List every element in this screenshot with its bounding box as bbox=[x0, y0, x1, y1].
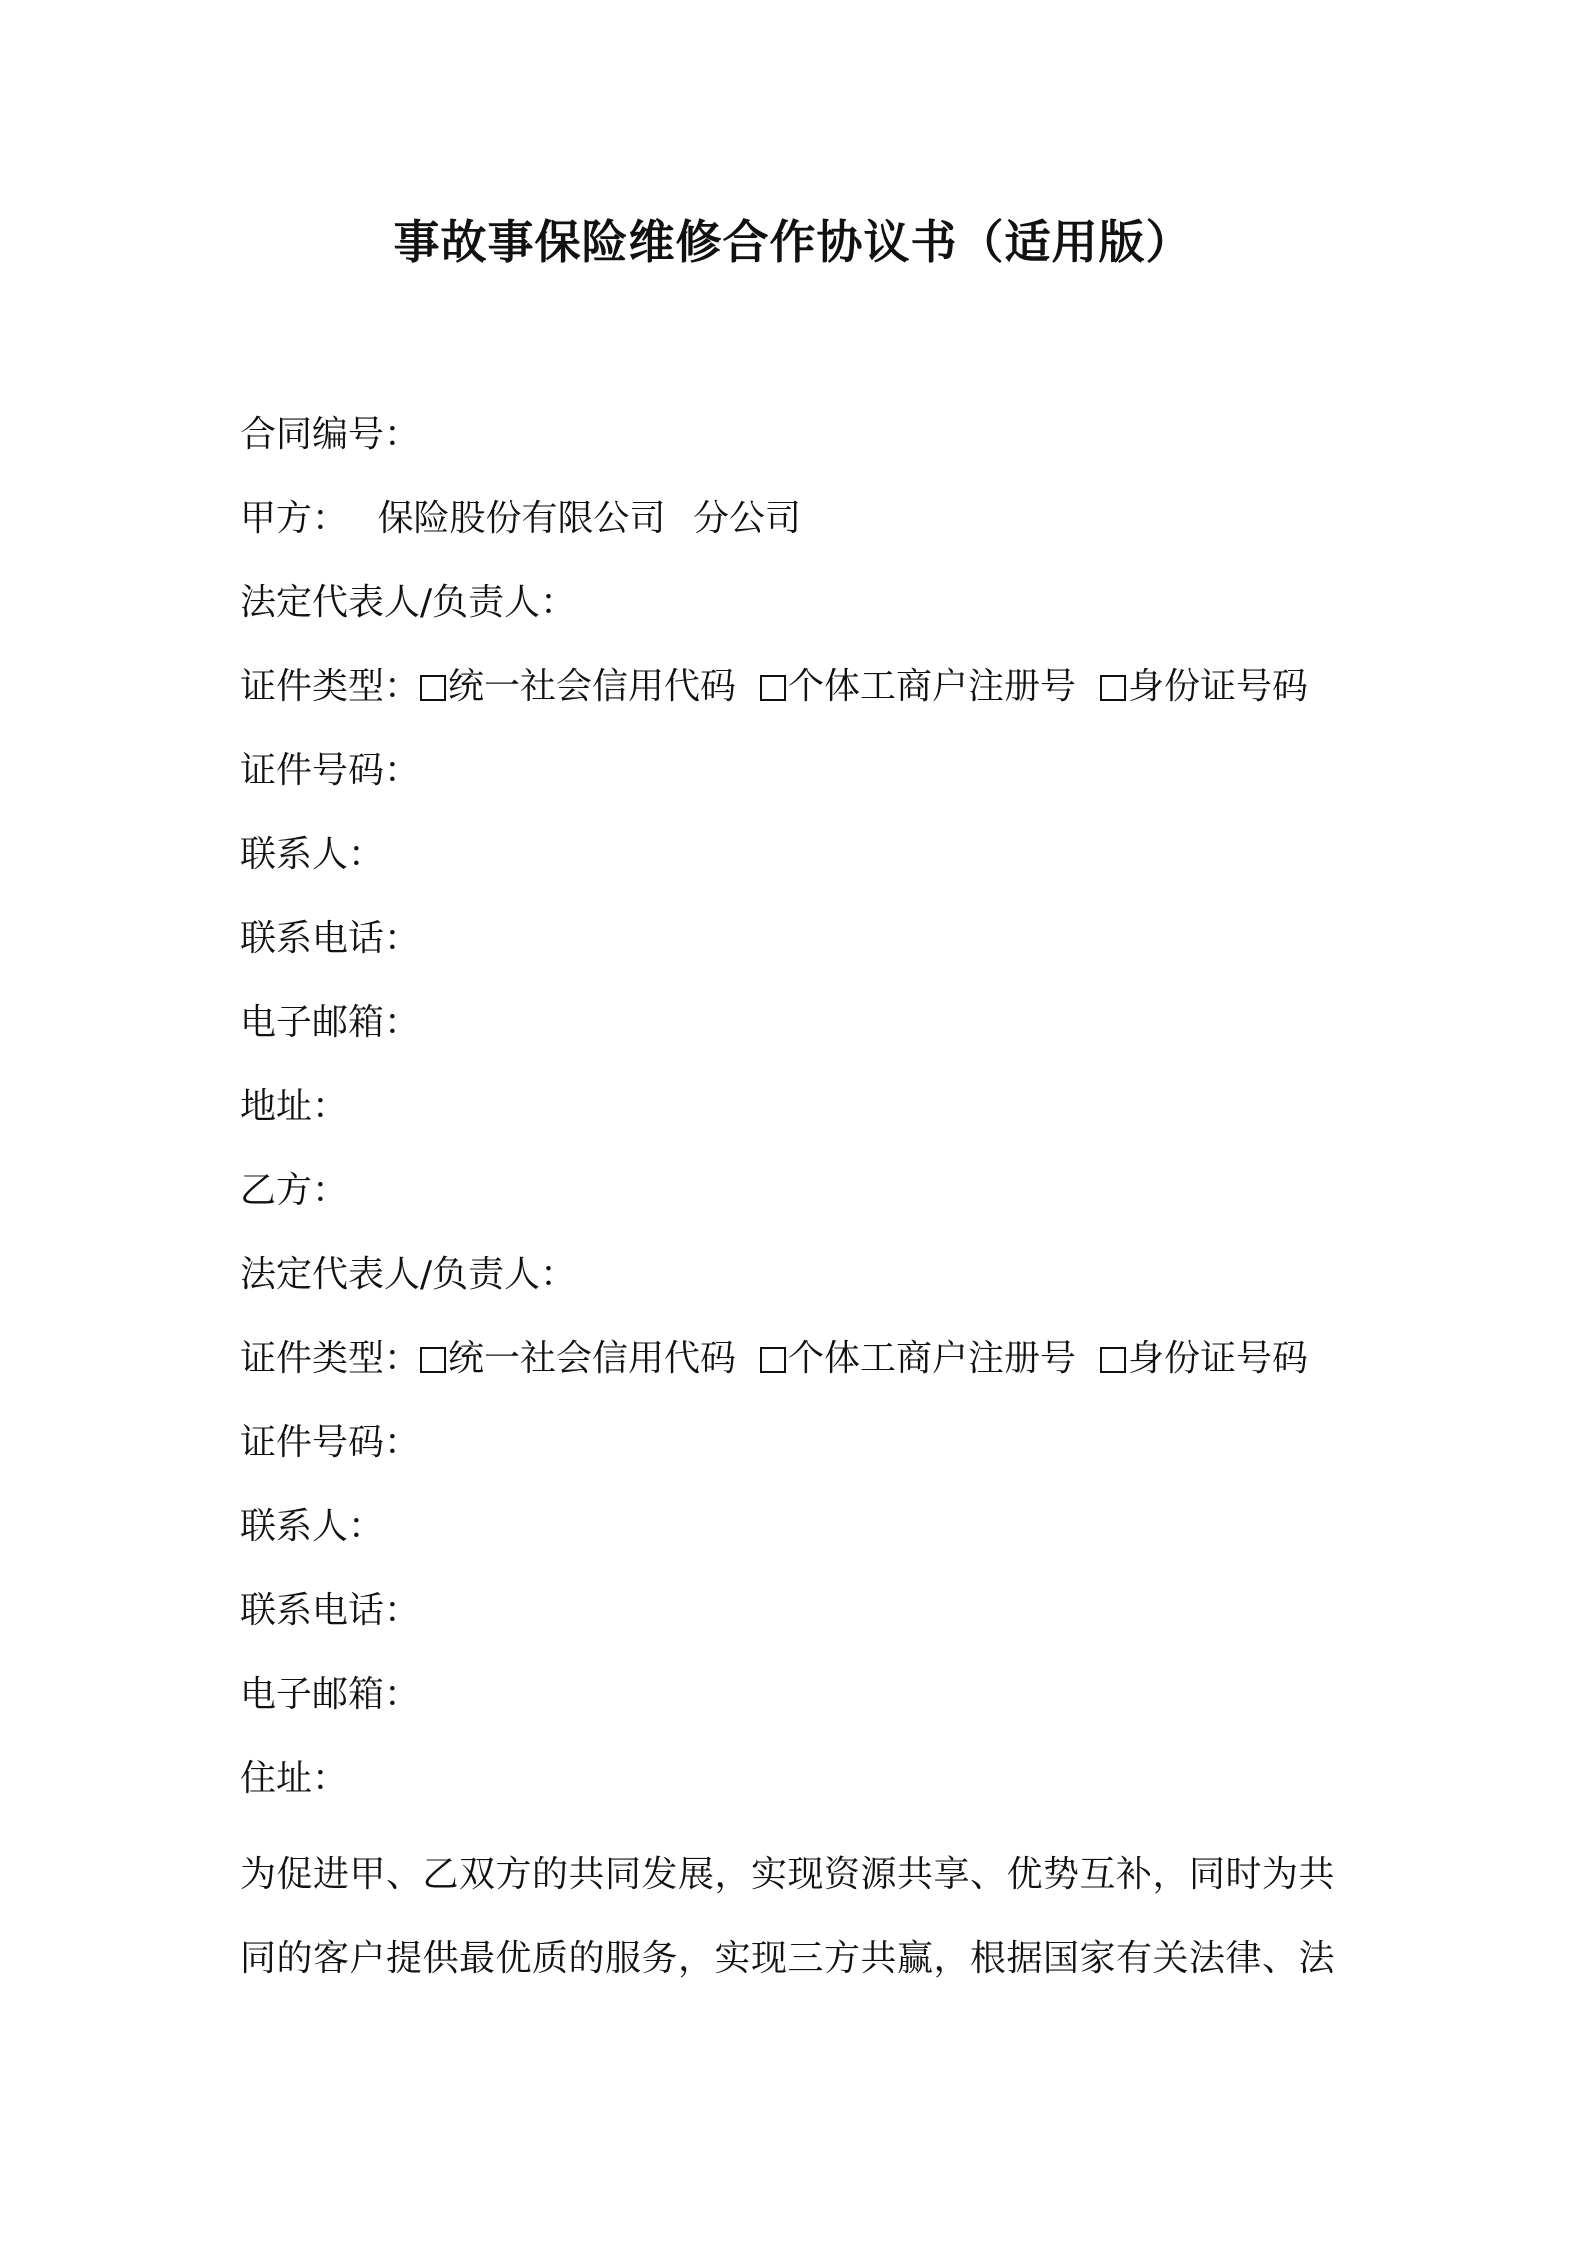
party-a-phone-line bbox=[240, 909, 1360, 993]
party-a-value bbox=[377, 498, 800, 539]
party-a-cert-option-credit-code[interactable]: 统一社会信用代码 bbox=[420, 657, 736, 717]
party-a-cert-type-label: 证件类型： bbox=[240, 666, 421, 707]
party-a-cert-option-business-reg[interactable]: 个体工商户注册号 bbox=[760, 657, 1076, 717]
party-a-cert-no-label: 证件号码： bbox=[240, 750, 421, 791]
party-b-address-label: 住址： bbox=[240, 1758, 349, 1799]
party-b-cert-type-line bbox=[240, 1329, 1360, 1413]
party-a-legal-rep-line bbox=[240, 573, 1360, 657]
party-a-address-line bbox=[240, 1077, 1360, 1161]
preamble-line: 同的客户提供最优质的服务，实现三方共赢，根据国家有关法律、法 bbox=[240, 1938, 1336, 1979]
party-b-email-line bbox=[240, 1665, 1360, 1749]
party-a-phone-label: 联系电话： bbox=[240, 918, 421, 959]
party-a-email-label: 电子邮箱： bbox=[240, 1002, 421, 1043]
party-b-cert-type-label: 证件类型： bbox=[240, 1338, 421, 1379]
checkbox-icon[interactable] bbox=[1100, 1347, 1126, 1373]
party-b-line bbox=[240, 1161, 1360, 1245]
checkbox-icon[interactable] bbox=[760, 675, 786, 701]
party-a-label: 甲方： bbox=[240, 498, 349, 539]
party-b-cert-option-business-reg[interactable]: 个体工商户注册号 bbox=[760, 1329, 1076, 1389]
party-b-email-label: 电子邮箱： bbox=[240, 1674, 421, 1715]
checkbox-icon[interactable] bbox=[420, 1347, 446, 1373]
party-a-address-label: 地址： bbox=[240, 1086, 349, 1127]
document-body bbox=[240, 405, 1360, 2001]
party-b-contact-line bbox=[240, 1497, 1360, 1581]
party-b-phone-label: 联系电话： bbox=[240, 1590, 421, 1631]
party-b-legal-rep-line bbox=[240, 1245, 1360, 1329]
party-b-legal-rep-label: 法定代表人/负责人： bbox=[240, 1254, 577, 1295]
preamble-line: 为促进甲、乙双方的共同发展，实现资源共享、优势互补，同时为共 bbox=[240, 1854, 1336, 1895]
party-b-cert-no-label: 证件号码： bbox=[240, 1422, 421, 1463]
checkbox-icon[interactable] bbox=[420, 675, 446, 701]
party-b-phone-line bbox=[240, 1581, 1360, 1665]
party-b-cert-option-credit-code[interactable]: 统一社会信用代码 bbox=[420, 1329, 736, 1389]
party-b-address-line bbox=[240, 1749, 1360, 1833]
party-a-line bbox=[240, 489, 1360, 573]
party-a-branch: 分公司 bbox=[692, 498, 801, 539]
contract-no-label: 合同编号： bbox=[240, 414, 421, 455]
checkbox-icon[interactable] bbox=[760, 1347, 786, 1373]
document-title: 事故事保险维修合作协议书（适用版） bbox=[393, 215, 1193, 269]
party-b-contact-label: 联系人： bbox=[240, 1506, 385, 1547]
party-a-contact-line bbox=[240, 825, 1360, 909]
party-b-cert-option-id-card[interactable]: 身份证号码 bbox=[1100, 1329, 1308, 1389]
party-b-label: 乙方： bbox=[240, 1170, 349, 1211]
contract-no-line bbox=[240, 405, 1360, 489]
party-a-cert-option-id-card[interactable]: 身份证号码 bbox=[1100, 657, 1308, 717]
preamble-paragraph bbox=[240, 1833, 1360, 2001]
party-a-cert-type-line bbox=[240, 657, 1360, 741]
checkbox-icon[interactable] bbox=[1100, 675, 1126, 701]
party-b-cert-no-line bbox=[240, 1413, 1360, 1497]
party-a-legal-rep-label: 法定代表人/负责人： bbox=[240, 582, 577, 623]
party-a-cert-no-line bbox=[240, 741, 1360, 825]
party-a-company: 保险股份有限公司 bbox=[377, 498, 666, 539]
party-a-contact-label: 联系人： bbox=[240, 834, 385, 875]
party-a-email-line bbox=[240, 993, 1360, 1077]
